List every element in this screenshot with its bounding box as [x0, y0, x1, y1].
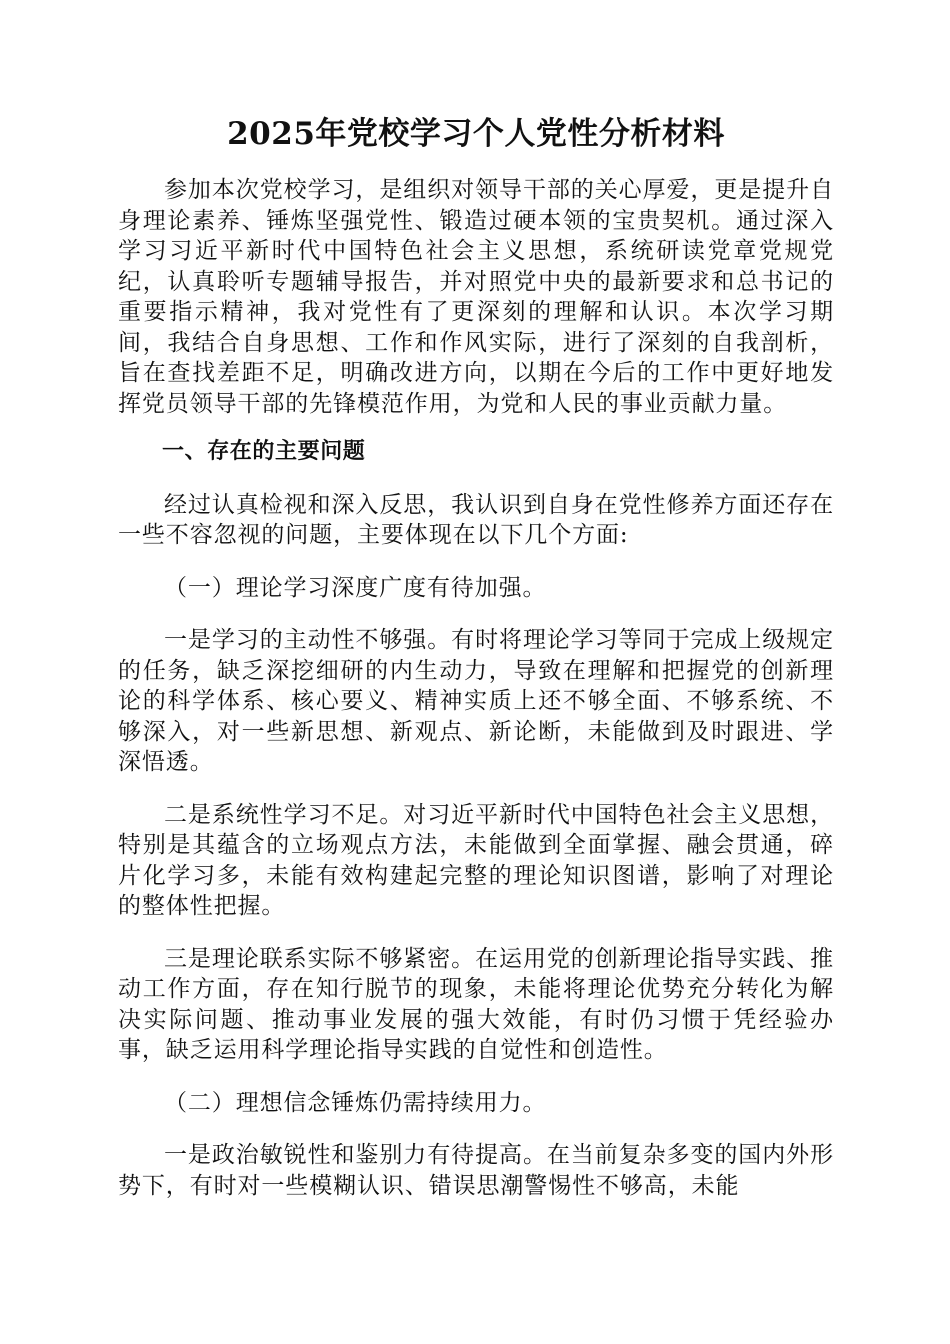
- document-title: 2025年党校学习个人党性分析材料: [227, 116, 725, 152]
- paragraph-point-1: 一是学习的主动性不够强。有时将理论学习等同于完成上级规定的任务，缺乏深挖细研的内生动力，导致在理解和把握党的创新理论的科学体系、核心要义、精神实质上还不够全面、不够系统、不够深入，对一些新思想、新观点、新论断，未能做到及时跟进、学深悟透。: [118, 627, 834, 775]
- subsection-heading-ideals: （二）理想信念锤炼仍需持续用力。: [164, 1089, 547, 1116]
- document-page: [118, 112, 834, 1201]
- section-heading-problems: 一、存在的主要问题: [162, 439, 366, 464]
- subsection-heading-theory: （一）理论学习深度广度有待加强。: [164, 574, 547, 601]
- intro-paragraph: 参加本次党校学习，是组织对领导干部的关心厚爱，更是提升自身理论素养、锤炼坚强党性、锻造过硬本领的宝贵契机。通过深入学习习近平新时代中国特色社会主义思想，系统研读党章党规党纪，认真聆听专题辅导报告，并对照党中央的最新要求和总书记的重要指示精神，我对党性有了更深刻的理解和认识。本次学习期间，我结合自身思想、工作和作风实际，进行了深刻的自我剖析，旨在查找差距不足，明确改进方向，以期在今后的工作中更好地发挥党员领导干部的先锋模范作用，为党和人民的事业贡献力量。: [118, 177, 834, 417]
- paragraph-point-2: 二是系统性学习不足。对习近平新时代中国特色社会主义思想，特别是其蕴含的立场观点方法，未能做到全面掌握、融会贯通，碎片化学习多，未能有效构建起完整的理论知识图谱，影响了对理论的整体性把握。: [118, 801, 834, 919]
- section-intro-paragraph: 经过认真检视和深入反思，我认识到自身在党性修养方面还存在一些不容忽视的问题，主要体现在以下几个方面:: [118, 491, 834, 548]
- paragraph-point-3: 三是理论联系实际不够紧密。在运用党的创新理论指导实践、推动工作方面，存在知行脱节的现象，未能将理论优势充分转化为解决实际问题、推动事业发展的强大效能，有时仍习惯于凭经验办事，缺乏运用科学理论指导实践的自觉性和创造性。: [118, 945, 834, 1063]
- paragraph-ideals-point-1: 一是政治敏锐性和鉴别力有待提高。在当前复杂多变的国内外形势下，有时对一些模糊认识、错误思潮警惕性不够高，未能: [118, 1142, 834, 1199]
